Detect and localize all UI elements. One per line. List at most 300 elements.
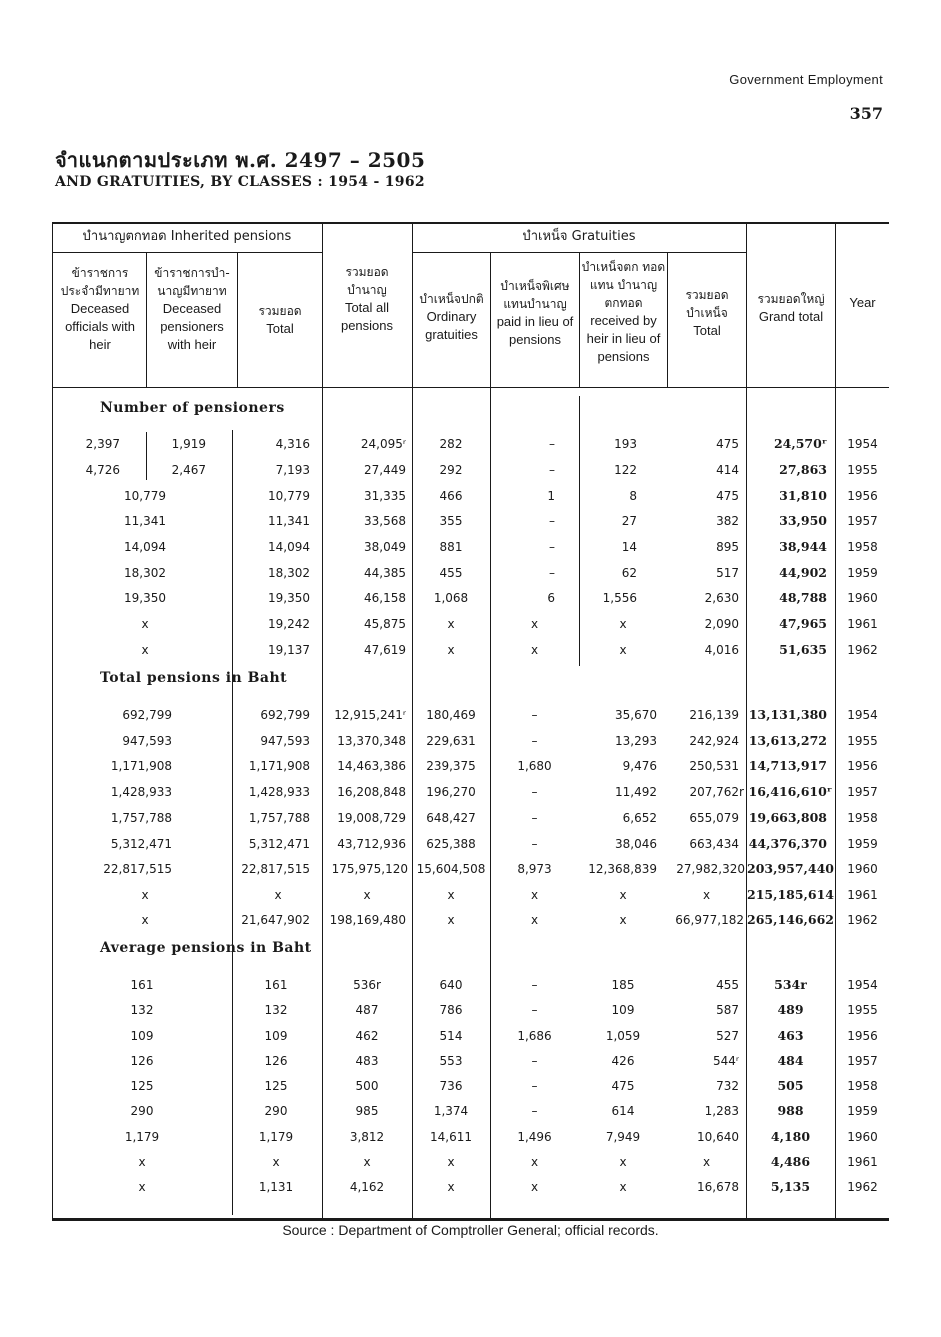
- cell-heir: 14: [621, 540, 637, 554]
- cell-gratuity-total: 655,079: [689, 811, 739, 825]
- cell-special: x: [530, 1155, 539, 1169]
- cell-deceased-officials: 2,397: [85, 437, 120, 451]
- header-deceased-pensioners-en: Deceased pensioners with heir: [160, 301, 224, 352]
- cell-inherited-total: 109: [264, 1029, 288, 1043]
- cell-combined-pensioners: 126: [130, 1054, 154, 1068]
- cell-year: 1958: [847, 1079, 878, 1093]
- cell-grand-total: 51,635: [779, 642, 827, 657]
- cell-grand-total: 14,713,917: [748, 758, 827, 773]
- cell-grand-total: 4,486: [770, 1154, 811, 1169]
- cell-gratuity-total: 475: [716, 489, 739, 503]
- cell-heir: 38,046: [615, 837, 657, 851]
- cell-gratuity-total: 382: [716, 514, 739, 528]
- cell-gratuity-total: 544ʳ: [712, 1054, 739, 1068]
- cell-ordinary: x: [447, 617, 455, 631]
- table-row: [0, 459, 941, 481]
- cell-ordinary: 625,388: [426, 837, 476, 851]
- header-bottom-rule: [52, 387, 889, 388]
- header-gratuities-group-label: บำเหน็จ Gratuities: [522, 229, 636, 244]
- cell-total-pensions: 43,712,936: [337, 837, 406, 851]
- cell-grand-total: 463: [777, 1028, 804, 1043]
- table-row: [0, 909, 941, 931]
- cell-special: –: [531, 1079, 538, 1093]
- cell-heir: x: [619, 1180, 627, 1194]
- table-row: [0, 1025, 941, 1047]
- cell-special: x: [530, 888, 539, 902]
- header-heir-gratuities: [580, 258, 667, 366]
- header-gratuity-total: [668, 286, 746, 340]
- cell-ordinary: 239,375: [426, 759, 476, 773]
- cell-heir: 614: [611, 1104, 635, 1118]
- table-row: [0, 1075, 941, 1097]
- cell-special: –: [531, 811, 538, 825]
- cell-special: –: [531, 1054, 538, 1068]
- cell-total-pensions: 27,449: [364, 463, 406, 477]
- cell-grand-total: 484: [777, 1053, 804, 1068]
- header-heir-gratuities-th: บำเหน็จตก ทอดแทน บำนาญตกทอด: [581, 260, 666, 310]
- table-row: [0, 639, 941, 661]
- cell-heir: 35,670: [615, 708, 657, 722]
- cell-combined-pensioners: 109: [130, 1029, 154, 1043]
- cell-year: 1955: [847, 734, 878, 748]
- cell-special: –: [531, 837, 538, 851]
- cell-ordinary: 640: [439, 978, 463, 992]
- cell-inherited-total: 19,137: [268, 643, 310, 657]
- cell-ordinary: 553: [439, 1054, 463, 1068]
- cell-combined-pensioners: 11,341: [124, 514, 166, 528]
- header-special-gratuities-en: paid in lieu of pensions: [496, 314, 574, 347]
- cell-ordinary: 514: [439, 1029, 463, 1043]
- table-row: [0, 781, 941, 803]
- cell-year: 1954: [847, 978, 878, 992]
- table-row: [0, 562, 941, 584]
- cell-combined-pensioners: 1,757,788: [110, 811, 172, 825]
- cell-special: –: [531, 1003, 538, 1017]
- cell-heir: 475: [611, 1079, 635, 1093]
- cell-ordinary: 881: [439, 540, 463, 554]
- cell-special: –: [531, 978, 538, 992]
- cell-inherited-total: 1,179: [258, 1130, 294, 1144]
- cell-heir: 7,949: [605, 1130, 641, 1144]
- table-row: [0, 1151, 941, 1173]
- cell-ordinary: 1,374: [433, 1104, 469, 1118]
- cell-total-pensions: 985: [355, 1104, 379, 1118]
- cell-special: –: [531, 1104, 538, 1118]
- table-row: [0, 974, 941, 996]
- cell-total-pensions: 44,385: [364, 566, 406, 580]
- cell-inherited-total: x: [274, 888, 282, 902]
- header-ordinary-gratuities: [413, 290, 490, 344]
- header-total-pensions-th: รวมยอด บำนาญ: [345, 265, 389, 297]
- header-total-pensions: [327, 263, 407, 335]
- cell-grand-total: 265,146,662: [747, 912, 834, 927]
- cell-total-pensions: 24,095ʳ: [360, 437, 406, 451]
- cell-grand-total: 16,416,610ʳ: [748, 784, 832, 799]
- cell-combined-pensioners: 947,593: [122, 734, 172, 748]
- header-rule-inherited: [52, 252, 322, 253]
- header-inherited-total-th: รวมยอด: [258, 304, 302, 318]
- cell-heir: x: [619, 1155, 627, 1169]
- header-deceased-pensioners: [147, 264, 237, 354]
- cell-year: 1958: [847, 811, 878, 825]
- cell-year: 1961: [847, 888, 878, 902]
- cell-inherited-total: x: [272, 1155, 280, 1169]
- cell-total-pensions: 487: [355, 1003, 379, 1017]
- cell-inherited-total: 161: [264, 978, 288, 992]
- cell-year: 1959: [847, 1104, 878, 1118]
- cell-total-pensions: x: [363, 888, 371, 902]
- cell-gratuity-total: 455: [716, 978, 739, 992]
- cell-ordinary: x: [447, 913, 455, 927]
- cell-grand-total: 489: [777, 1002, 804, 1017]
- header-gratuity-total-en: Total: [693, 323, 721, 338]
- cell-grand-total: 4,180: [770, 1129, 811, 1144]
- source-note: Source : Department of Comptroller General; official records.: [282, 1222, 659, 1238]
- cell-heir: 1,556: [602, 591, 637, 605]
- cell-total-pensions: 14,463,386: [337, 759, 406, 773]
- page-number: 357: [849, 104, 883, 123]
- cell-ordinary: 15,604,508: [416, 862, 486, 876]
- cell-combined-pensioners: x: [141, 913, 149, 927]
- cell-total-pensions: 536r: [353, 978, 381, 992]
- cell-ordinary: 455: [439, 566, 463, 580]
- cell-ordinary: 282: [439, 437, 463, 451]
- page-title-thai: จำแนกตามประเภท พ.ศ. 2497 – 2505: [55, 148, 426, 172]
- cell-inherited-total: 125: [264, 1079, 288, 1093]
- cell-inherited-total: 22,817,515: [241, 862, 310, 876]
- page-title-english: AND GRATUITIES, BY CLASSES : 1954 - 1962: [55, 174, 425, 190]
- cell-year: 1961: [847, 617, 878, 631]
- cell-total-pensions: 33,568: [364, 514, 406, 528]
- cell-special: x: [530, 913, 539, 927]
- cell-gratuity-total: x: [702, 888, 711, 902]
- cell-gratuity-total: 527: [716, 1029, 739, 1043]
- cell-special: x: [530, 643, 539, 657]
- cell-year: 1954: [847, 708, 878, 722]
- cell-combined-pensioners: 22,817,515: [103, 862, 172, 876]
- cell-year: 1960: [847, 1130, 878, 1144]
- cell-inherited-total: 4,316: [275, 437, 310, 451]
- cell-gratuity-total: 10,640: [697, 1130, 739, 1144]
- cell-total-pensions: 483: [355, 1054, 379, 1068]
- cell-year: 1957: [847, 785, 878, 799]
- table-row: [0, 1176, 941, 1198]
- cell-inherited-total: 10,779: [268, 489, 310, 503]
- header-gratuities-group: [412, 228, 746, 246]
- cell-year: 1956: [847, 489, 878, 503]
- cell-year: 1962: [847, 643, 878, 657]
- cell-year: 1962: [847, 913, 878, 927]
- cell-deceased-pensioners: 2,467: [171, 463, 206, 477]
- cell-grand-total: 13,131,380: [748, 707, 827, 722]
- cell-combined-pensioners: x: [141, 643, 149, 657]
- cell-gratuity-total: 250,531: [689, 759, 739, 773]
- header-special-gratuities: [491, 277, 579, 349]
- cell-inherited-total: 11,341: [268, 514, 310, 528]
- cell-ordinary: x: [447, 643, 455, 657]
- cell-combined-pensioners: 692,799: [122, 708, 172, 722]
- table-row: [0, 833, 941, 855]
- cell-special: –: [549, 514, 555, 528]
- cell-grand-total: 33,950: [779, 513, 827, 528]
- cell-gratuity-total: 2,090: [704, 617, 739, 631]
- cell-ordinary: x: [447, 1155, 455, 1169]
- cell-ordinary: 180,469: [426, 708, 476, 722]
- table-row: [0, 1126, 941, 1148]
- cell-gratuity-total: 1,283: [704, 1104, 739, 1118]
- cell-total-pensions: 175,975,120: [331, 862, 408, 876]
- cell-combined-pensioners: x: [138, 1180, 146, 1194]
- cell-heir: 426: [611, 1054, 635, 1068]
- cell-combined-pensioners: x: [138, 1155, 146, 1169]
- cell-total-pensions: 19,008,729: [337, 811, 406, 825]
- cell-ordinary: 229,631: [426, 734, 476, 748]
- cell-combined-pensioners: 5,312,471: [110, 837, 172, 851]
- cell-year: 1958: [847, 540, 878, 554]
- cell-gratuity-total: 66,977,182: [675, 913, 744, 927]
- header-inherited-group: [56, 228, 318, 246]
- cell-combined-pensioners: 18,302: [124, 566, 166, 580]
- cell-year: 1957: [847, 514, 878, 528]
- cell-ordinary: 736: [439, 1079, 463, 1093]
- cell-grand-total: 47,965: [779, 616, 827, 631]
- cell-heir: 27: [621, 514, 637, 528]
- cell-heir: 193: [614, 437, 637, 451]
- cell-gratuity-total: 587: [716, 1003, 739, 1017]
- cell-grand-total: 215,185,614: [747, 887, 834, 902]
- cell-year: 1960: [847, 591, 878, 605]
- header-year: [836, 294, 889, 312]
- cell-grand-total: 27,863: [779, 462, 827, 477]
- table-row: [0, 704, 941, 726]
- cell-gratuity-total: 2,630: [704, 591, 739, 605]
- cell-inherited-total: 290: [264, 1104, 288, 1118]
- cell-year: 1956: [847, 1029, 878, 1043]
- table-row: [0, 587, 941, 609]
- cell-total-pensions: 45,875: [364, 617, 406, 631]
- cell-inherited-total: 19,350: [268, 591, 310, 605]
- section-title-number: Number of pensioners: [100, 400, 285, 416]
- header-year-en: Year: [849, 295, 876, 310]
- cell-grand-total: 988: [777, 1103, 804, 1118]
- cell-inherited-total: 5,312,471: [248, 837, 310, 851]
- cell-grand-total: 505: [777, 1078, 804, 1093]
- cell-ordinary: 355: [439, 514, 463, 528]
- cell-gratuity-total: 27,982,320: [676, 862, 745, 876]
- cell-gratuity-total: 207,762r: [689, 785, 744, 799]
- cell-inherited-total: 21,647,902: [241, 913, 310, 927]
- cell-special: –: [549, 437, 555, 451]
- cell-year: 1954: [847, 437, 878, 451]
- header-inherited-total-en: Total: [266, 321, 294, 336]
- header-total-pensions-en: Total all pensions: [340, 300, 394, 333]
- cell-gratuity-total: 895: [716, 540, 739, 554]
- table-row: [0, 613, 941, 635]
- table-row: [0, 1050, 941, 1072]
- cell-heir: 1,059: [605, 1029, 641, 1043]
- cell-grand-total: 5,135: [770, 1179, 811, 1194]
- cell-total-pensions: 38,049: [364, 540, 406, 554]
- cell-combined-pensioners: 14,094: [124, 540, 166, 554]
- cell-heir: x: [619, 617, 627, 631]
- cell-heir: 62: [621, 566, 637, 580]
- cell-special: 1: [547, 489, 555, 503]
- cell-heir: x: [619, 888, 627, 902]
- cell-inherited-total: 18,302: [268, 566, 310, 580]
- cell-special: –: [531, 785, 538, 799]
- running-head: Government Employment: [729, 72, 883, 87]
- cell-total-pensions: 4,162: [349, 1180, 385, 1194]
- cell-gratuity-total: 414: [716, 463, 739, 477]
- cell-total-pensions: 500: [355, 1079, 379, 1093]
- cell-deceased-officials: 4,726: [85, 463, 120, 477]
- cell-grand-total: 13,613,272: [748, 733, 827, 748]
- header-ordinary-gratuities-th: บำเหน็จปกติ: [419, 292, 484, 306]
- cell-grand-total: 534r: [774, 977, 807, 992]
- cell-special: –: [549, 566, 555, 580]
- cell-combined-pensioners: 161: [130, 978, 154, 992]
- cell-gratuity-total: x: [702, 1155, 711, 1169]
- section-title-average: Average pensions in Baht: [100, 940, 312, 956]
- table-row: [0, 858, 941, 880]
- cell-special: 6: [547, 591, 555, 605]
- cell-gratuity-total: 216,139: [689, 708, 739, 722]
- cell-special: 8,973: [517, 862, 552, 876]
- cell-heir: 11,492: [615, 785, 657, 799]
- cell-grand-total: 203,957,440: [747, 861, 834, 876]
- cell-year: 1962: [847, 1180, 878, 1194]
- cell-inherited-total: 1,171,908: [248, 759, 310, 773]
- cell-total-pensions: 31,335: [364, 489, 406, 503]
- cell-combined-pensioners: 1,171,908: [110, 759, 172, 773]
- cell-grand-total: 48,788: [779, 590, 827, 605]
- cell-grand-total: 44,376,370: [748, 836, 827, 851]
- cell-combined-pensioners: x: [141, 617, 149, 631]
- cell-inherited-total: 19,242: [268, 617, 310, 631]
- cell-combined-pensioners: 1,179: [124, 1130, 160, 1144]
- table-row: [0, 730, 941, 752]
- header-grand-total-th: รวมยอดใหญ่: [757, 292, 825, 306]
- cell-special: 1,680: [517, 759, 552, 773]
- cell-year: 1961: [847, 1155, 878, 1169]
- cell-total-pensions: 47,619: [364, 643, 406, 657]
- cell-inherited-total: 14,094: [268, 540, 310, 554]
- cell-total-pensions: 13,370,348: [337, 734, 406, 748]
- cell-total-pensions: 46,158: [364, 591, 406, 605]
- cell-combined-pensioners: 132: [130, 1003, 154, 1017]
- cell-heir: 185: [611, 978, 635, 992]
- cell-total-pensions: 12,915,241ʳ: [334, 708, 406, 722]
- cell-grand-total: 19,663,808: [748, 810, 827, 825]
- cell-ordinary: 14,611: [430, 1130, 472, 1144]
- table-row: [0, 1100, 941, 1122]
- table-row: [0, 510, 941, 532]
- header-grand-total: [747, 290, 835, 326]
- cell-ordinary: x: [447, 1180, 455, 1194]
- header-gratuity-total-th: รวมยอด บำเหน็จ: [685, 288, 729, 320]
- cell-heir: x: [619, 643, 627, 657]
- cell-grand-total: 44,902: [779, 565, 827, 580]
- cell-ordinary: x: [447, 888, 455, 902]
- cell-inherited-total: 132: [264, 1003, 288, 1017]
- cell-ordinary: 196,270: [426, 785, 476, 799]
- cell-special: –: [549, 540, 555, 554]
- table-row: [0, 485, 941, 507]
- cell-gratuity-total: 517: [716, 566, 739, 580]
- cell-heir: 109: [611, 1003, 635, 1017]
- cell-inherited-total: 1,428,933: [248, 785, 310, 799]
- header-deceased-pensioners-th: ข้าราชการบำ- นาญมีทายาท: [154, 266, 230, 298]
- cell-gratuity-total: 732: [716, 1079, 739, 1093]
- cell-grand-total: 38,944: [779, 539, 827, 554]
- cell-combined-pensioners: 290: [130, 1104, 154, 1118]
- table-row: [0, 755, 941, 777]
- cell-ordinary: 1,068: [433, 591, 469, 605]
- cell-heir: x: [619, 913, 627, 927]
- cell-gratuity-total: 16,678: [697, 1180, 739, 1194]
- cell-ordinary: 648,427: [426, 811, 476, 825]
- cell-heir: 13,293: [615, 734, 657, 748]
- cell-ordinary: 786: [439, 1003, 463, 1017]
- cell-special: –: [531, 734, 538, 748]
- cell-special: –: [531, 708, 538, 722]
- cell-inherited-total: 1,757,788: [248, 811, 310, 825]
- cell-total-pensions: 3,812: [349, 1130, 385, 1144]
- cell-inherited-total: 692,799: [260, 708, 310, 722]
- header-special-gratuities-th: บำเหน็จพิเศษ แทนบำนาญ: [500, 279, 570, 311]
- cell-combined-pensioners: x: [141, 888, 149, 902]
- header-deceased-officials: [54, 264, 146, 354]
- cell-special: 1,496: [517, 1130, 552, 1144]
- cell-special: x: [530, 1180, 539, 1194]
- cell-combined-pensioners: 125: [130, 1079, 154, 1093]
- cell-combined-pensioners: 10,779: [124, 489, 166, 503]
- cell-ordinary: 466: [439, 489, 463, 503]
- cell-heir: 12,368,839: [588, 862, 657, 876]
- cell-heir: 6,652: [622, 811, 657, 825]
- cell-year: 1956: [847, 759, 878, 773]
- cell-heir: 122: [614, 463, 637, 477]
- cell-grand-total: 31,810: [779, 488, 827, 503]
- cell-inherited-total: 947,593: [260, 734, 310, 748]
- cell-year: 1959: [847, 566, 878, 580]
- cell-inherited-total: 7,193: [275, 463, 310, 477]
- cell-year: 1955: [847, 463, 878, 477]
- cell-special: –: [549, 463, 555, 477]
- cell-total-pensions: 462: [355, 1029, 379, 1043]
- cell-heir: 9,476: [622, 759, 657, 773]
- cell-grand-total: 24,570ʳ: [773, 436, 827, 451]
- section-title-total: Total pensions in Baht: [100, 670, 288, 686]
- table-row: [0, 536, 941, 558]
- table-row: [0, 999, 941, 1021]
- header-deceased-officials-th: ข้าราชการ ประจำมีทายาท: [60, 266, 140, 298]
- cell-ordinary: 292: [439, 463, 463, 477]
- header-deceased-officials-en: Deceased officials with heir: [65, 301, 135, 352]
- table-row: [0, 884, 941, 906]
- cell-year: 1957: [847, 1054, 878, 1068]
- cell-inherited-total: 126: [264, 1054, 288, 1068]
- cell-total-pensions: 198,169,480: [329, 913, 406, 927]
- cell-year: 1955: [847, 1003, 878, 1017]
- cell-special: 1,686: [517, 1029, 552, 1043]
- header-grand-total-en: Grand total: [758, 309, 824, 324]
- cell-gratuity-total: 4,016: [704, 643, 739, 657]
- cell-year: 1960: [847, 862, 878, 876]
- table-row: [0, 807, 941, 829]
- table-row: [0, 433, 941, 455]
- header-ordinary-gratuities-en: Ordinary gratuities: [425, 309, 478, 342]
